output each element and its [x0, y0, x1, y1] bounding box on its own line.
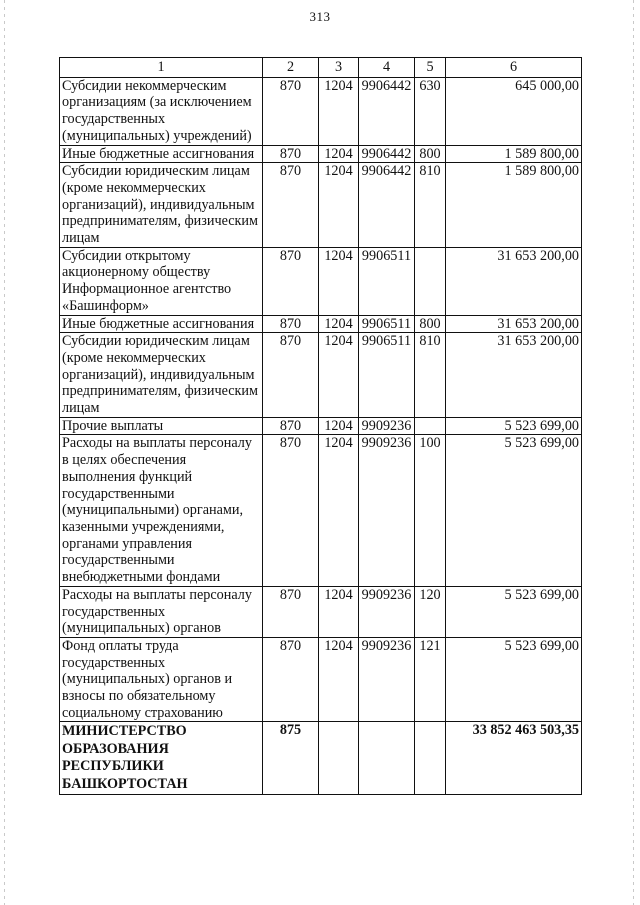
- header-cell-target-article: 4: [359, 58, 415, 78]
- row-expense-type-code: [415, 417, 446, 435]
- table-row: [60, 333, 582, 418]
- row-name-cell: Субсидии некоммерческим организациям (за исключением государственных (муниципальных) учреждений): [60, 77, 263, 145]
- row-expense-type-code: 121: [415, 637, 446, 722]
- row-amount: 1 589 800,00: [446, 145, 582, 163]
- row-amount: 1 589 800,00: [446, 163, 582, 248]
- row-amount: 31 653 200,00: [446, 247, 582, 315]
- row-target-article-code: 9906511: [359, 315, 415, 333]
- row-section-code: 1204: [319, 315, 359, 333]
- row-department-code: 870: [263, 163, 319, 248]
- row-department-code: 870: [263, 315, 319, 333]
- table-row: [60, 722, 582, 795]
- row-name-cell: Субсидии открытому акционерному обществу Информационное агентство «Башинформ»: [60, 247, 263, 315]
- row-department-code: 870: [263, 247, 319, 315]
- row-target-article-code: 9909236: [359, 586, 415, 637]
- row-department-code: 870: [263, 333, 319, 418]
- row-target-article-code: 9906442: [359, 77, 415, 145]
- row-name-cell: Расходы на выплаты персоналу в целях обеспечения выполнения функций государственными (муниципальными) органами, казенными учреждениями, органами управления государственными внебюджетными фондами: [60, 435, 263, 586]
- row-section-code: [319, 722, 359, 795]
- row-department-code: 870: [263, 145, 319, 163]
- row-amount: 5 523 699,00: [446, 435, 582, 586]
- table-row: [60, 163, 582, 248]
- row-target-article-code: 9906442: [359, 145, 415, 163]
- row-expense-type-code: 100: [415, 435, 446, 586]
- row-amount: 5 523 699,00: [446, 637, 582, 722]
- table-row: [60, 417, 582, 435]
- header-cell-expense-type: 5: [415, 58, 446, 78]
- row-name-cell: Иные бюджетные ассигнования: [60, 145, 263, 163]
- row-target-article-code: 9909236: [359, 417, 415, 435]
- row-expense-type-code: 810: [415, 163, 446, 248]
- row-amount: 5 523 699,00: [446, 417, 582, 435]
- row-department-code: 870: [263, 417, 319, 435]
- row-amount: 33 852 463 503,35: [446, 722, 582, 795]
- row-expense-type-code: [415, 247, 446, 315]
- row-name-cell: Субсидии юридическим лицам (кроме некоммерческих организаций), индивидуальным предпринимателям, физическим лицам: [60, 163, 263, 248]
- table-row: [60, 77, 582, 145]
- row-expense-type-code: 120: [415, 586, 446, 637]
- row-expense-type-code: 800: [415, 145, 446, 163]
- row-name-cell: Расходы на выплаты персоналу государственных (муниципальных) органов: [60, 586, 263, 637]
- budget-table: [59, 57, 582, 795]
- row-section-code: 1204: [319, 333, 359, 418]
- row-expense-type-code: 630: [415, 77, 446, 145]
- row-amount: 5 523 699,00: [446, 586, 582, 637]
- row-section-code: 1204: [319, 145, 359, 163]
- row-target-article-code: 9906511: [359, 247, 415, 315]
- table-row: [60, 435, 582, 586]
- row-expense-type-code: [415, 722, 446, 795]
- table-row: [60, 145, 582, 163]
- row-section-code: 1204: [319, 586, 359, 637]
- header-cell-section: 3: [319, 58, 359, 78]
- scan-edge-left: [4, 0, 5, 905]
- row-department-code: 875: [263, 722, 319, 795]
- table-row: [60, 637, 582, 722]
- header-cell-department: 2: [263, 58, 319, 78]
- table-row: [60, 315, 582, 333]
- header-cell-amount: 6: [446, 58, 582, 78]
- table-header-row: [60, 58, 582, 78]
- row-target-article-code: 9909236: [359, 435, 415, 586]
- row-department-code: 870: [263, 637, 319, 722]
- row-section-code: 1204: [319, 637, 359, 722]
- row-expense-type-code: 810: [415, 333, 446, 418]
- row-target-article-code: [359, 722, 415, 795]
- row-amount: 31 653 200,00: [446, 333, 582, 418]
- page-number: 313: [309, 9, 331, 24]
- row-name-cell: МИНИСТЕРСТВО ОБРАЗОВАНИЯ РЕСПУБЛИКИ БАШКОРТОСТАН: [60, 722, 263, 795]
- row-section-code: 1204: [319, 247, 359, 315]
- row-name-cell: Фонд оплаты труда государственных (муниципальных) органов и взносы по обязательному социальному страхованию: [60, 637, 263, 722]
- row-section-code: 1204: [319, 417, 359, 435]
- row-amount: 31 653 200,00: [446, 315, 582, 333]
- row-section-code: 1204: [319, 77, 359, 145]
- row-name-cell: Субсидии юридическим лицам (кроме некоммерческих организаций), индивидуальным предпринимателям, физическим лицам: [60, 333, 263, 418]
- table-row: [60, 586, 582, 637]
- row-target-article-code: 9906511: [359, 333, 415, 418]
- row-target-article-code: 9906442: [359, 163, 415, 248]
- row-name-cell: Иные бюджетные ассигнования: [60, 315, 263, 333]
- row-target-article-code: 9909236: [359, 637, 415, 722]
- row-section-code: 1204: [319, 163, 359, 248]
- row-section-code: 1204: [319, 435, 359, 586]
- scan-edge-right: [633, 0, 634, 905]
- row-amount: 645 000,00: [446, 77, 582, 145]
- row-department-code: 870: [263, 586, 319, 637]
- header-cell-name: 1: [60, 58, 263, 78]
- row-expense-type-code: 800: [415, 315, 446, 333]
- table-row: [60, 247, 582, 315]
- row-department-code: 870: [263, 77, 319, 145]
- row-name-cell: Прочие выплаты: [60, 417, 263, 435]
- row-department-code: 870: [263, 435, 319, 586]
